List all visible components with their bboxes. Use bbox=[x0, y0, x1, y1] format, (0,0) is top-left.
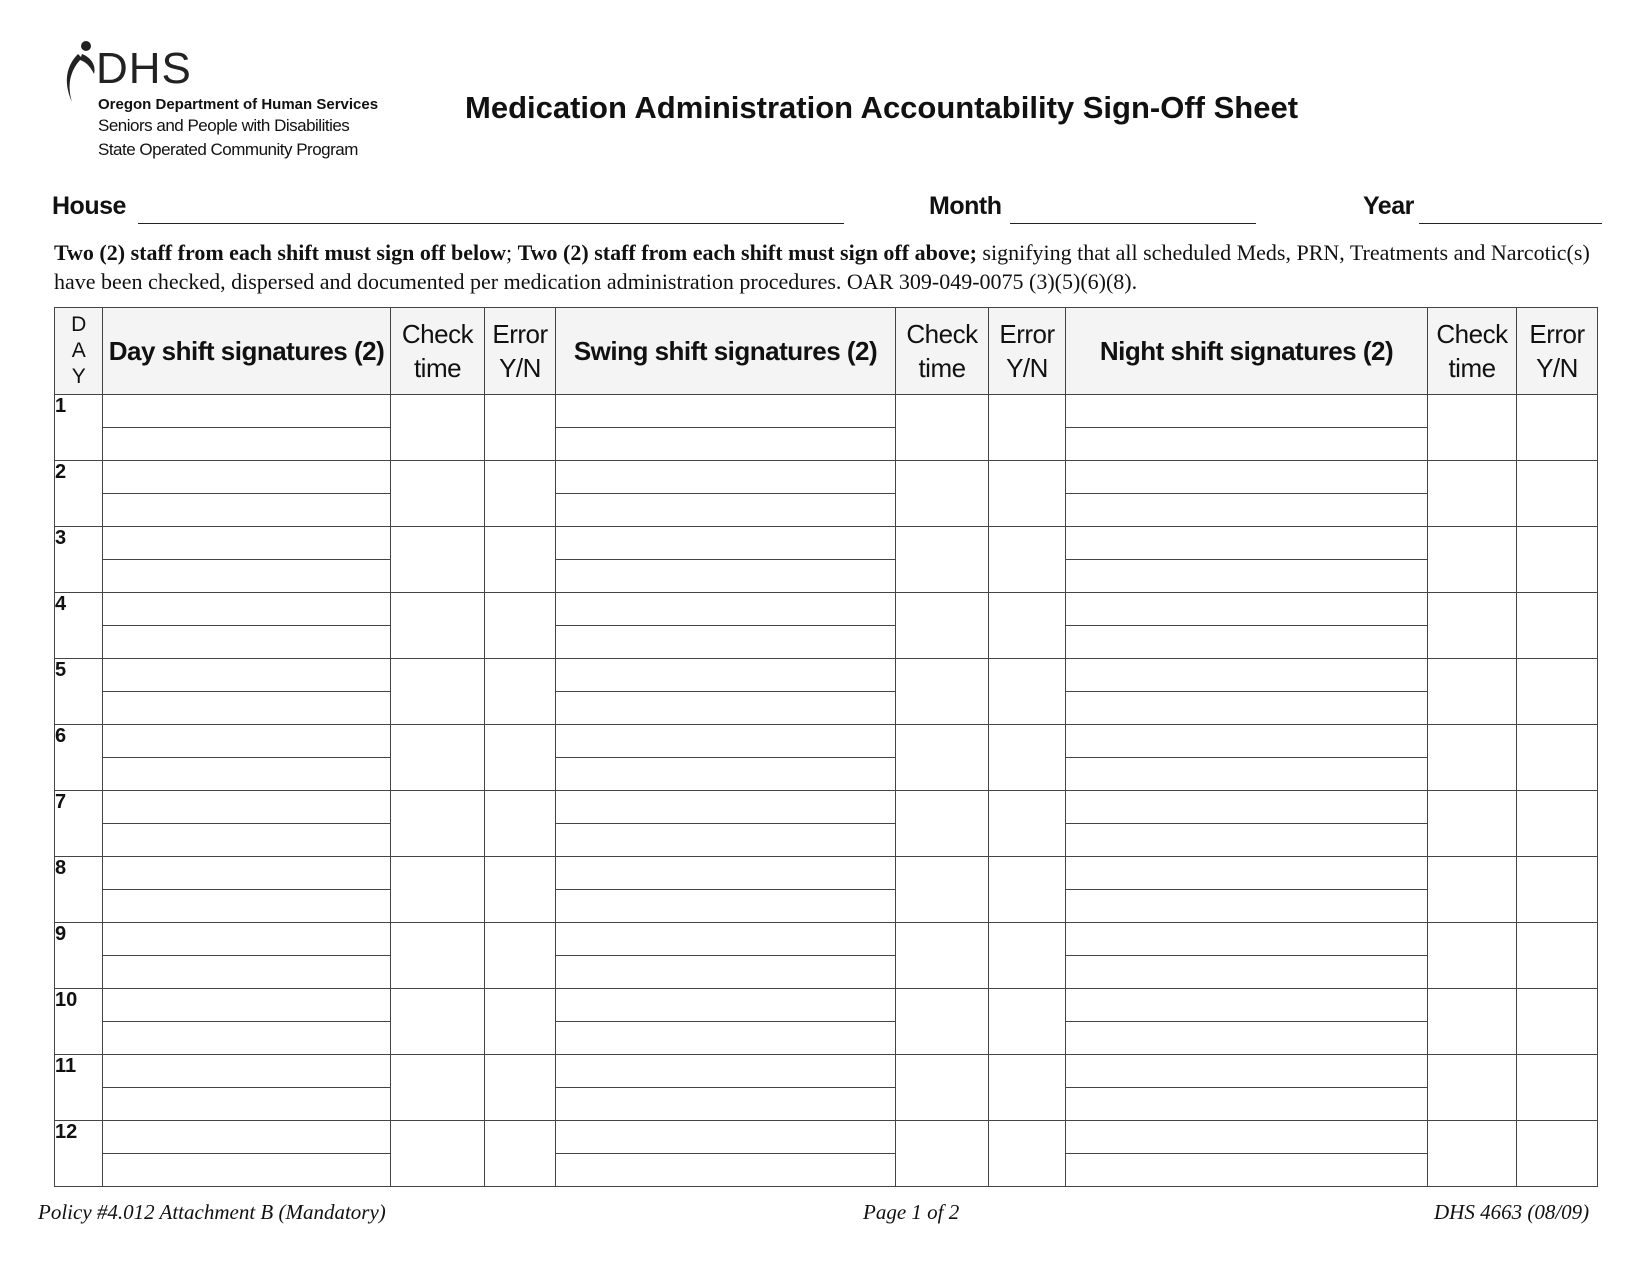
signature-divider bbox=[556, 1153, 895, 1154]
night-error-cell[interactable] bbox=[1517, 593, 1598, 659]
signature-divider bbox=[103, 1021, 390, 1022]
swing-error-cell[interactable] bbox=[989, 593, 1066, 659]
swing-check-time-cell[interactable] bbox=[896, 857, 989, 923]
page-title: Medication Administration Accountability Sign-Off Sheet bbox=[465, 90, 1299, 125]
signature-divider bbox=[556, 955, 895, 956]
swing-check-time-cell[interactable] bbox=[896, 461, 989, 527]
signature-divider bbox=[1066, 493, 1427, 494]
logo-division: Seniors and People with Disabilities bbox=[98, 116, 350, 135]
table-row bbox=[55, 923, 1598, 989]
day-number: 5 bbox=[55, 659, 103, 725]
night-error-cell[interactable] bbox=[1517, 923, 1598, 989]
table-row bbox=[55, 1055, 1598, 1121]
night-check-time-cell[interactable] bbox=[1428, 527, 1517, 593]
night-check-time-cell[interactable] bbox=[1428, 989, 1517, 1055]
day-number: 11 bbox=[55, 1055, 103, 1121]
footer-form-number: DHS 4663 (08/09) bbox=[1434, 1200, 1590, 1224]
day-error-cell[interactable] bbox=[485, 527, 556, 593]
night-signature-cell[interactable] bbox=[1066, 461, 1428, 527]
table-row bbox=[55, 791, 1598, 857]
day-number: 4 bbox=[55, 593, 103, 659]
swing-check-time-cell[interactable] bbox=[896, 659, 989, 725]
time-label: time bbox=[413, 353, 462, 383]
signature-divider bbox=[103, 757, 390, 758]
day-check-time-cell[interactable] bbox=[391, 725, 485, 791]
night-check-time-cell[interactable] bbox=[1428, 791, 1517, 857]
signature-divider bbox=[103, 691, 390, 692]
signature-divider bbox=[1066, 757, 1427, 758]
night-signature-cell[interactable] bbox=[1066, 395, 1428, 461]
swing-signature-cell[interactable] bbox=[556, 791, 896, 857]
swing-check-time-cell[interactable] bbox=[896, 791, 989, 857]
day-signature-cell[interactable] bbox=[103, 527, 391, 593]
signature-divider bbox=[1066, 427, 1427, 428]
swing-check-time-cell[interactable] bbox=[896, 527, 989, 593]
day-check-time-cell[interactable] bbox=[391, 593, 485, 659]
swing-check-time-cell[interactable] bbox=[896, 725, 989, 791]
signature-divider bbox=[103, 955, 390, 956]
signoff-table bbox=[54, 307, 1598, 1187]
footer-page-number: Page 1 of 2 bbox=[863, 1200, 960, 1224]
signature-divider bbox=[556, 427, 895, 428]
night-error-cell[interactable] bbox=[1517, 395, 1598, 461]
night-signature-cell[interactable] bbox=[1066, 1121, 1428, 1187]
person-figure-icon bbox=[58, 40, 98, 110]
night-signature-cell[interactable] bbox=[1066, 527, 1428, 593]
instructions-bold-1: Two (2) staff from each shift must sign off below bbox=[54, 240, 506, 265]
signature-divider bbox=[556, 1021, 895, 1022]
footer-policy: Policy #4.012 Attachment B (Mandatory) bbox=[38, 1200, 386, 1224]
day-number: 2 bbox=[55, 461, 103, 527]
instructions-bold-2: Two (2) staff from each shift must sign off above; bbox=[517, 240, 977, 265]
signature-divider bbox=[103, 625, 390, 626]
swing-signature-cell[interactable] bbox=[556, 527, 896, 593]
swing-signature-cell[interactable] bbox=[556, 725, 896, 791]
day-number: 10 bbox=[55, 989, 103, 1055]
logo-org-name: Oregon Department of Human Services bbox=[98, 96, 379, 113]
table-row bbox=[55, 461, 1598, 527]
day-error-cell[interactable] bbox=[485, 461, 556, 527]
day-error-cell[interactable] bbox=[485, 1055, 556, 1121]
year-field[interactable] bbox=[1419, 223, 1602, 224]
table-row bbox=[55, 527, 1598, 593]
swing-check-time-cell[interactable] bbox=[896, 1055, 989, 1121]
day-signature-cell[interactable] bbox=[103, 989, 391, 1055]
night-check-time-cell[interactable] bbox=[1428, 857, 1517, 923]
swing-check-time-cell[interactable] bbox=[896, 593, 989, 659]
day-error-header bbox=[485, 308, 556, 395]
swing-signature-cell[interactable] bbox=[556, 461, 896, 527]
day-check-time-cell[interactable] bbox=[391, 395, 485, 461]
signature-divider bbox=[103, 1087, 390, 1088]
day-column-header bbox=[55, 308, 103, 395]
day-signature-cell[interactable] bbox=[103, 593, 391, 659]
error-label: Error bbox=[999, 319, 1055, 349]
swing-error-cell[interactable] bbox=[989, 659, 1066, 725]
error-label: Error bbox=[492, 319, 548, 349]
signature-divider bbox=[556, 691, 895, 692]
day-check-time-cell[interactable] bbox=[391, 1055, 485, 1121]
table-header-row bbox=[55, 308, 1598, 395]
table-row bbox=[55, 725, 1598, 791]
day-error-cell[interactable] bbox=[485, 659, 556, 725]
night-check-time-cell[interactable] bbox=[1428, 395, 1517, 461]
night-check-time-cell[interactable] bbox=[1428, 923, 1517, 989]
night-error-cell[interactable] bbox=[1517, 527, 1598, 593]
yn-label: Y/N bbox=[1536, 353, 1578, 383]
signature-divider bbox=[103, 493, 390, 494]
night-error-cell[interactable] bbox=[1517, 725, 1598, 791]
signature-divider bbox=[556, 889, 895, 890]
swing-signature-cell[interactable] bbox=[556, 1055, 896, 1121]
swing-error-cell[interactable] bbox=[989, 725, 1066, 791]
house-label: House bbox=[52, 192, 126, 220]
swing-error-cell[interactable] bbox=[989, 857, 1066, 923]
signature-divider bbox=[556, 625, 895, 626]
swing-signature-cell[interactable] bbox=[556, 659, 896, 725]
day-header-letter: A bbox=[71, 339, 86, 362]
signature-divider bbox=[1066, 559, 1427, 560]
swing-check-time-cell[interactable] bbox=[896, 395, 989, 461]
day-signature-cell[interactable] bbox=[103, 725, 391, 791]
signature-divider bbox=[1066, 1153, 1427, 1154]
table-row bbox=[55, 593, 1598, 659]
swing-check-time-cell[interactable] bbox=[896, 989, 989, 1055]
day-error-cell[interactable] bbox=[485, 1121, 556, 1187]
instructions-sep: ; bbox=[505, 240, 518, 265]
yn-label: Y/N bbox=[1006, 353, 1048, 383]
night-check-time-cell[interactable] bbox=[1428, 461, 1517, 527]
day-check-time-cell[interactable] bbox=[391, 659, 485, 725]
night-error-cell[interactable] bbox=[1517, 989, 1598, 1055]
night-error-cell[interactable] bbox=[1517, 1121, 1598, 1187]
day-error-cell[interactable] bbox=[485, 857, 556, 923]
day-signature-cell[interactable] bbox=[103, 659, 391, 725]
day-number: 1 bbox=[55, 395, 103, 461]
night-signature-cell[interactable] bbox=[1066, 791, 1428, 857]
swing-error-cell[interactable] bbox=[989, 923, 1066, 989]
signature-divider bbox=[556, 823, 895, 824]
table-row bbox=[55, 989, 1598, 1055]
signature-divider bbox=[1066, 889, 1427, 890]
table-row bbox=[55, 857, 1598, 923]
signature-divider bbox=[103, 427, 390, 428]
day-signature-cell[interactable] bbox=[103, 395, 391, 461]
time-label: time bbox=[918, 353, 966, 383]
swing-signature-cell[interactable] bbox=[556, 923, 896, 989]
day-check-time-cell[interactable] bbox=[391, 461, 485, 527]
signature-divider bbox=[103, 823, 390, 824]
night-signature-cell[interactable] bbox=[1066, 725, 1428, 791]
night-signature-cell[interactable] bbox=[1066, 1055, 1428, 1121]
dhs-logo bbox=[58, 40, 398, 160]
signature-divider bbox=[1066, 823, 1427, 824]
house-field[interactable] bbox=[138, 223, 844, 224]
signature-divider bbox=[556, 559, 895, 560]
swing-error-cell[interactable] bbox=[989, 989, 1066, 1055]
table-row bbox=[55, 1121, 1598, 1187]
swing-error-cell[interactable] bbox=[989, 1121, 1066, 1187]
night-error-cell[interactable] bbox=[1517, 659, 1598, 725]
night-error-header bbox=[1517, 308, 1598, 395]
day-check-time-cell[interactable] bbox=[391, 527, 485, 593]
day-number: 12 bbox=[55, 1121, 103, 1187]
day-check-time-cell[interactable] bbox=[391, 791, 485, 857]
day-number: 8 bbox=[55, 857, 103, 923]
swing-error-cell[interactable] bbox=[989, 395, 1066, 461]
day-signature-cell[interactable] bbox=[103, 1055, 391, 1121]
night-error-cell[interactable] bbox=[1517, 461, 1598, 527]
night-check-time-header bbox=[1428, 308, 1517, 395]
night-check-time-cell[interactable] bbox=[1428, 1121, 1517, 1187]
check-label: Check bbox=[401, 319, 474, 349]
check-label: Check bbox=[906, 319, 978, 349]
swing-error-cell[interactable] bbox=[989, 791, 1066, 857]
day-header-letter: D bbox=[71, 313, 86, 336]
swing-error-header bbox=[989, 308, 1066, 395]
month-label: Month bbox=[929, 192, 1002, 220]
swing-check-time-cell[interactable] bbox=[896, 923, 989, 989]
instructions bbox=[54, 238, 1614, 296]
night-check-time-cell[interactable] bbox=[1428, 725, 1517, 791]
night-error-cell[interactable] bbox=[1517, 791, 1598, 857]
signature-divider bbox=[103, 559, 390, 560]
day-signature-cell[interactable] bbox=[103, 857, 391, 923]
night-check-time-cell[interactable] bbox=[1428, 593, 1517, 659]
day-error-cell[interactable] bbox=[485, 923, 556, 989]
logo-acronym: DHS bbox=[96, 44, 192, 93]
signature-divider bbox=[1066, 691, 1427, 692]
swing-signature-cell[interactable] bbox=[556, 1121, 896, 1187]
day-number: 7 bbox=[55, 791, 103, 857]
day-check-time-header bbox=[391, 308, 485, 395]
night-signature-cell[interactable] bbox=[1066, 923, 1428, 989]
month-field[interactable] bbox=[1010, 223, 1256, 224]
night-check-time-cell[interactable] bbox=[1428, 1055, 1517, 1121]
swing-signature-cell[interactable] bbox=[556, 857, 896, 923]
day-number: 9 bbox=[55, 923, 103, 989]
yn-label: Y/N bbox=[499, 353, 541, 383]
day-error-cell[interactable] bbox=[485, 593, 556, 659]
day-check-time-cell[interactable] bbox=[391, 857, 485, 923]
time-label: time bbox=[1448, 353, 1496, 383]
signature-divider bbox=[103, 889, 390, 890]
check-label: Check bbox=[1436, 319, 1508, 349]
signature-divider bbox=[556, 493, 895, 494]
instructions-rest: signifying that all scheduled Meds, PRN, Treatments and Narcotic(s) have been checked, dispersed and documented per medication administration procedures. OAR 309-049-0075 (3)(5)(6)(8). bbox=[54, 240, 1590, 294]
signature-divider bbox=[1066, 955, 1427, 956]
night-signature-cell[interactable] bbox=[1066, 989, 1428, 1055]
day-error-cell[interactable] bbox=[485, 989, 556, 1055]
day-signature-cell[interactable] bbox=[103, 791, 391, 857]
day-number: 3 bbox=[55, 527, 103, 593]
day-check-time-cell[interactable] bbox=[391, 1121, 485, 1187]
day-error-cell[interactable] bbox=[485, 395, 556, 461]
day-signature-cell[interactable] bbox=[103, 461, 391, 527]
day-shift-header: Day shift signatures (2) bbox=[103, 308, 391, 395]
table-row bbox=[55, 395, 1598, 461]
table-row bbox=[55, 659, 1598, 725]
night-check-time-cell[interactable] bbox=[1428, 659, 1517, 725]
signature-divider bbox=[556, 757, 895, 758]
day-header-letter: Y bbox=[71, 365, 86, 388]
day-check-time-cell[interactable] bbox=[391, 923, 485, 989]
swing-error-cell[interactable] bbox=[989, 1055, 1066, 1121]
night-signature-cell[interactable] bbox=[1066, 659, 1428, 725]
logo-program: State Operated Community Program bbox=[98, 140, 358, 159]
swing-error-cell[interactable] bbox=[989, 461, 1066, 527]
error-label: Error bbox=[1529, 319, 1585, 349]
night-signature-cell[interactable] bbox=[1066, 593, 1428, 659]
swing-signature-cell[interactable] bbox=[556, 593, 896, 659]
signature-divider bbox=[1066, 1087, 1427, 1088]
signature-divider bbox=[1066, 625, 1427, 626]
day-signature-cell[interactable] bbox=[103, 1121, 391, 1187]
swing-check-time-header bbox=[896, 308, 989, 395]
swing-check-time-cell[interactable] bbox=[896, 1121, 989, 1187]
day-error-cell[interactable] bbox=[485, 791, 556, 857]
night-error-cell[interactable] bbox=[1517, 857, 1598, 923]
day-number: 6 bbox=[55, 725, 103, 791]
signature-divider bbox=[103, 1153, 390, 1154]
day-error-cell[interactable] bbox=[485, 725, 556, 791]
night-shift-header: Night shift signatures (2) bbox=[1066, 308, 1428, 395]
table-body bbox=[55, 395, 1598, 1187]
swing-error-cell[interactable] bbox=[989, 527, 1066, 593]
signature-divider bbox=[556, 1087, 895, 1088]
year-label: Year bbox=[1363, 192, 1414, 220]
day-signature-cell[interactable] bbox=[103, 923, 391, 989]
swing-signature-cell[interactable] bbox=[556, 395, 896, 461]
swing-signature-cell[interactable] bbox=[556, 989, 896, 1055]
night-error-cell[interactable] bbox=[1517, 1055, 1598, 1121]
signature-divider bbox=[1066, 1021, 1427, 1022]
night-signature-cell[interactable] bbox=[1066, 857, 1428, 923]
day-check-time-cell[interactable] bbox=[391, 989, 485, 1055]
swing-shift-header: Swing shift signatures (2) bbox=[556, 308, 896, 395]
